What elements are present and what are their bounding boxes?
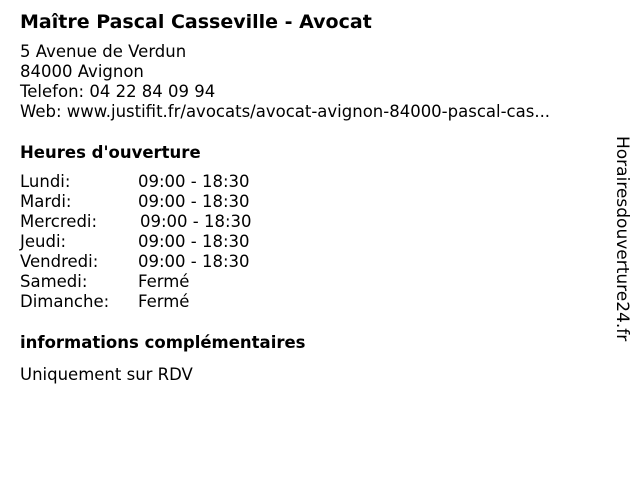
watermark-text: Horairesdouverture24.fr — [612, 136, 632, 342]
day-label: Samedi: — [20, 272, 88, 291]
time-value: 09:00 - 18:30 — [140, 212, 252, 231]
business-title: Maître Pascal Casseville - Avocat — [20, 11, 372, 33]
time-value: 09:00 - 18:30 — [138, 192, 250, 211]
hours-row-sunday — [20, 292, 600, 312]
address-city: 84000 Avignon — [20, 62, 144, 81]
hours-row-monday — [20, 172, 600, 192]
additional-info-heading: informations complémentaires — [20, 333, 306, 352]
day-label: Mardi: — [20, 192, 72, 211]
additional-info-text: Uniquement sur RDV — [20, 365, 193, 384]
day-label: Jeudi: — [20, 232, 67, 251]
hours-row-wednesday — [20, 212, 600, 232]
time-value: 09:00 - 18:30 — [138, 232, 250, 251]
time-value: Fermé — [138, 272, 190, 291]
phone-line[interactable]: Telefon: 04 22 84 09 94 — [20, 82, 216, 101]
day-label: Mercredi: — [20, 212, 98, 231]
website-line[interactable]: Web: www.justifit.fr/avocats/avocat-avignon-84000-pascal-cas... — [20, 102, 551, 121]
watermark — [611, 136, 633, 346]
hours-row-thursday — [20, 232, 600, 252]
hours-row-friday — [20, 252, 600, 272]
hours-row-tuesday — [20, 192, 600, 212]
day-label: Lundi: — [20, 172, 71, 191]
hours-row-saturday — [20, 272, 600, 292]
opening-hours-heading: Heures d'ouverture — [20, 143, 201, 162]
day-label: Dimanche: — [20, 292, 110, 311]
time-value: Fermé — [138, 292, 190, 311]
time-value: 09:00 - 18:30 — [138, 172, 250, 191]
time-value: 09:00 - 18:30 — [138, 252, 250, 271]
opening-hours-table — [20, 172, 600, 312]
business-card — [20, 10, 600, 385]
address-street: 5 Avenue de Verdun — [20, 42, 187, 61]
day-label: Vendredi: — [20, 252, 99, 271]
